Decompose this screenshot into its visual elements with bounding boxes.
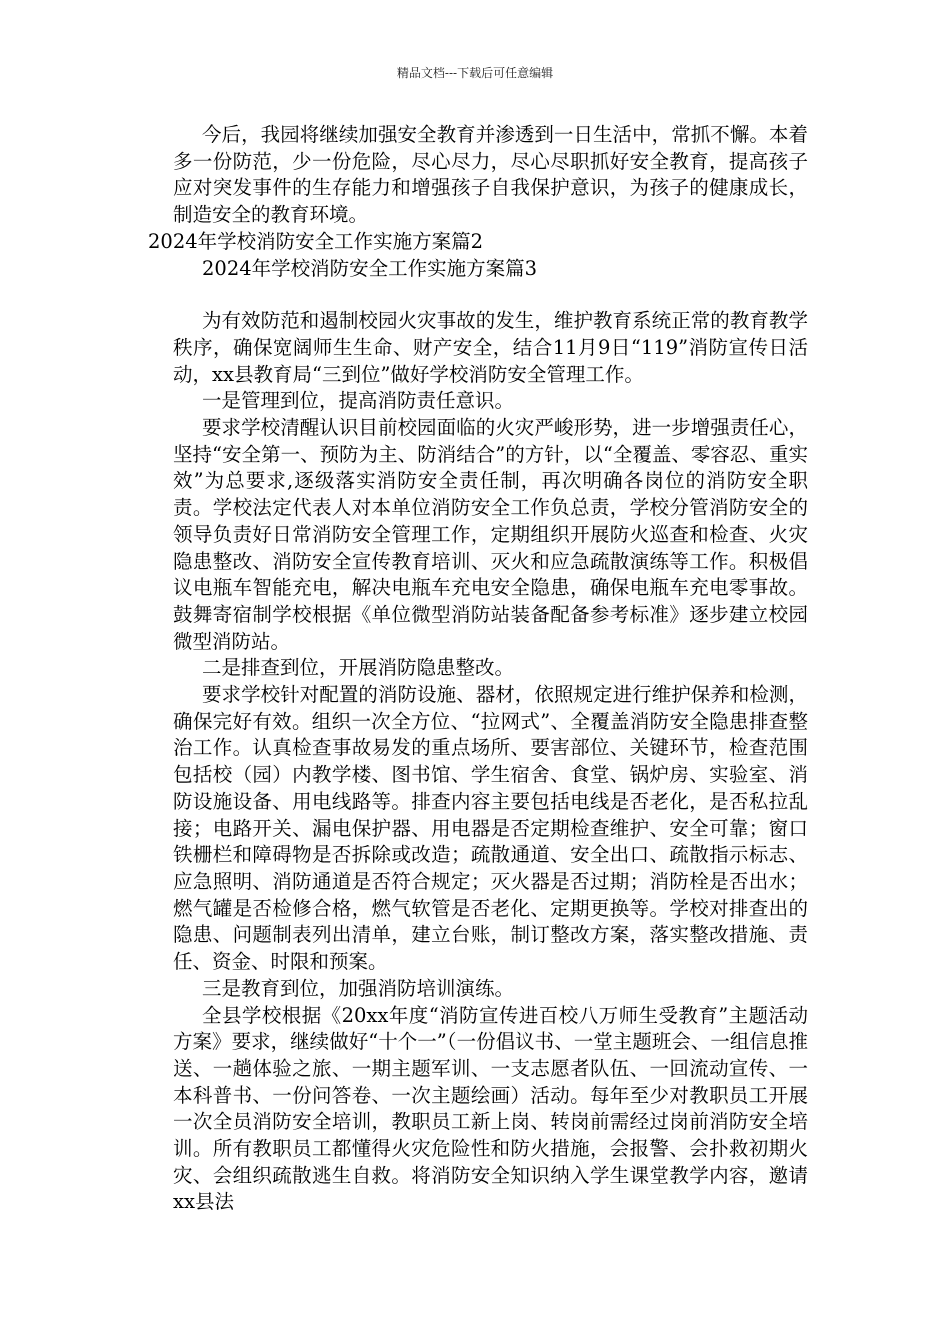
section-heading-2: 2024年学校消防安全工作实施方案篇2 xyxy=(148,229,484,253)
intro-paragraph: 为有效防范和遏制校园火灾事故的发生，维护教育系统正常的教育教学秩序，确保宽阔师生生命、财产安全，结合11月9日“119”消防宣传日活动，xx县教育局“三到位”做好学校消防安全管理工作。 xyxy=(173,309,808,386)
page-header: 精品文档---下载后可任意编辑 xyxy=(396,66,554,80)
point-2-heading: 二是排查到位，开展消防隐患整改。 xyxy=(202,656,515,680)
point-2-body: 要求学校针对配置的消防设施、器材，依照规定进行维护保养和检测，确保完好有效。组织一次全方位、“拉网式”、全覆盖消防安全隐患排查整治工作。认真检查事故易发的重点场所、要害部位、关键环节，检查范围包括校（园）内教学楼、图书馆、学生宿舍、食堂、锅炉房、实验室、消防设施设备、用电线路等。排查内容主要包括电线是否老化，是否私拉乱接；电路开关、漏电保护器、用电器是否定期检查维护、安全可靠；窗口铁栅栏和障碍物是否拆除或改造；疏散通道、安全出口、疏散指示标志、应急照明、消防通道是否符合规定；灭火器是否过期；消防栓是否出水；燃气罐是否检修合格，燃气软管是否老化、定期更换等。学校对排查出的隐患、问题制表列出清单，建立台账，制订整改方案，落实整改措施、责任、资金、时限和预案。 xyxy=(173,683,808,974)
section-heading-3: 2024年学校消防安全工作实施方案篇3 xyxy=(202,256,538,280)
point-1-body: 要求学校清醒认识目前校园面临的火灾严峻形势，进一步增强责任心，坚持“安全第一、预防为主、防消结合”的方针，以“全覆盖、零容忍、重实效”为总要求,逐级落实消防安全责任制，再次明确各岗位的消防安全职责。学校法定代表人对本单位消防安全工作负总责，学校分管消防安全的领导负责好日常消防安全管理工作，定期组织开展防火巡查和检查、火灾隐患整改、消防安全宣传教育培训、灭火和应急疏散演练等工作。积极倡议电瓶车智能充电，解决电瓶车充电安全隐患，确保电瓶车充电零事故。鼓舞寄宿制学校根据《单位微型消防站装备配备参考标准》逐步建立校园微型消防站。 xyxy=(173,416,808,653)
document-body xyxy=(148,122,808,1216)
point-3-heading: 三是教育到位，加强消防培训演练。 xyxy=(202,976,515,1000)
closing-paragraph: 今后，我园将继续加强安全教育并渗透到一日生活中，常抓不懈。本着多一份防范，少一份危险，尽心尽力，尽心尽职抓好安全教育，提高孩子应对突发事件的生存能力和增强孩子自我保护意识，为孩子的健康成长，制造安全的教育环境。 xyxy=(173,123,808,227)
point-1-heading: 一是管理到位，提高消防责任意识。 xyxy=(202,389,515,413)
point-3-body: 全县学校根据《20xx年度“消防宣传进百校八万师生受教育”主题活动方案》要求，继续做好“十个一”（一份倡议书、一堂主题班会、一组信息推送、一趟体验之旅、一期主题军训、一支志愿者队伍、一回流动宣传、一本科普书、一份问答卷、一次主题绘画）活动。每年至少对教职员工开展一次全员消防安全培训，教职员工新上岗、转岗前需经过岗前消防安全培训。所有教职员工都懂得火灾危险性和防火措施，会报警、会扑救初期火灾、会组织疏散逃生自救。将消防安全知识纳入学生课堂教学内容，邀请xx县法 xyxy=(173,1003,808,1214)
